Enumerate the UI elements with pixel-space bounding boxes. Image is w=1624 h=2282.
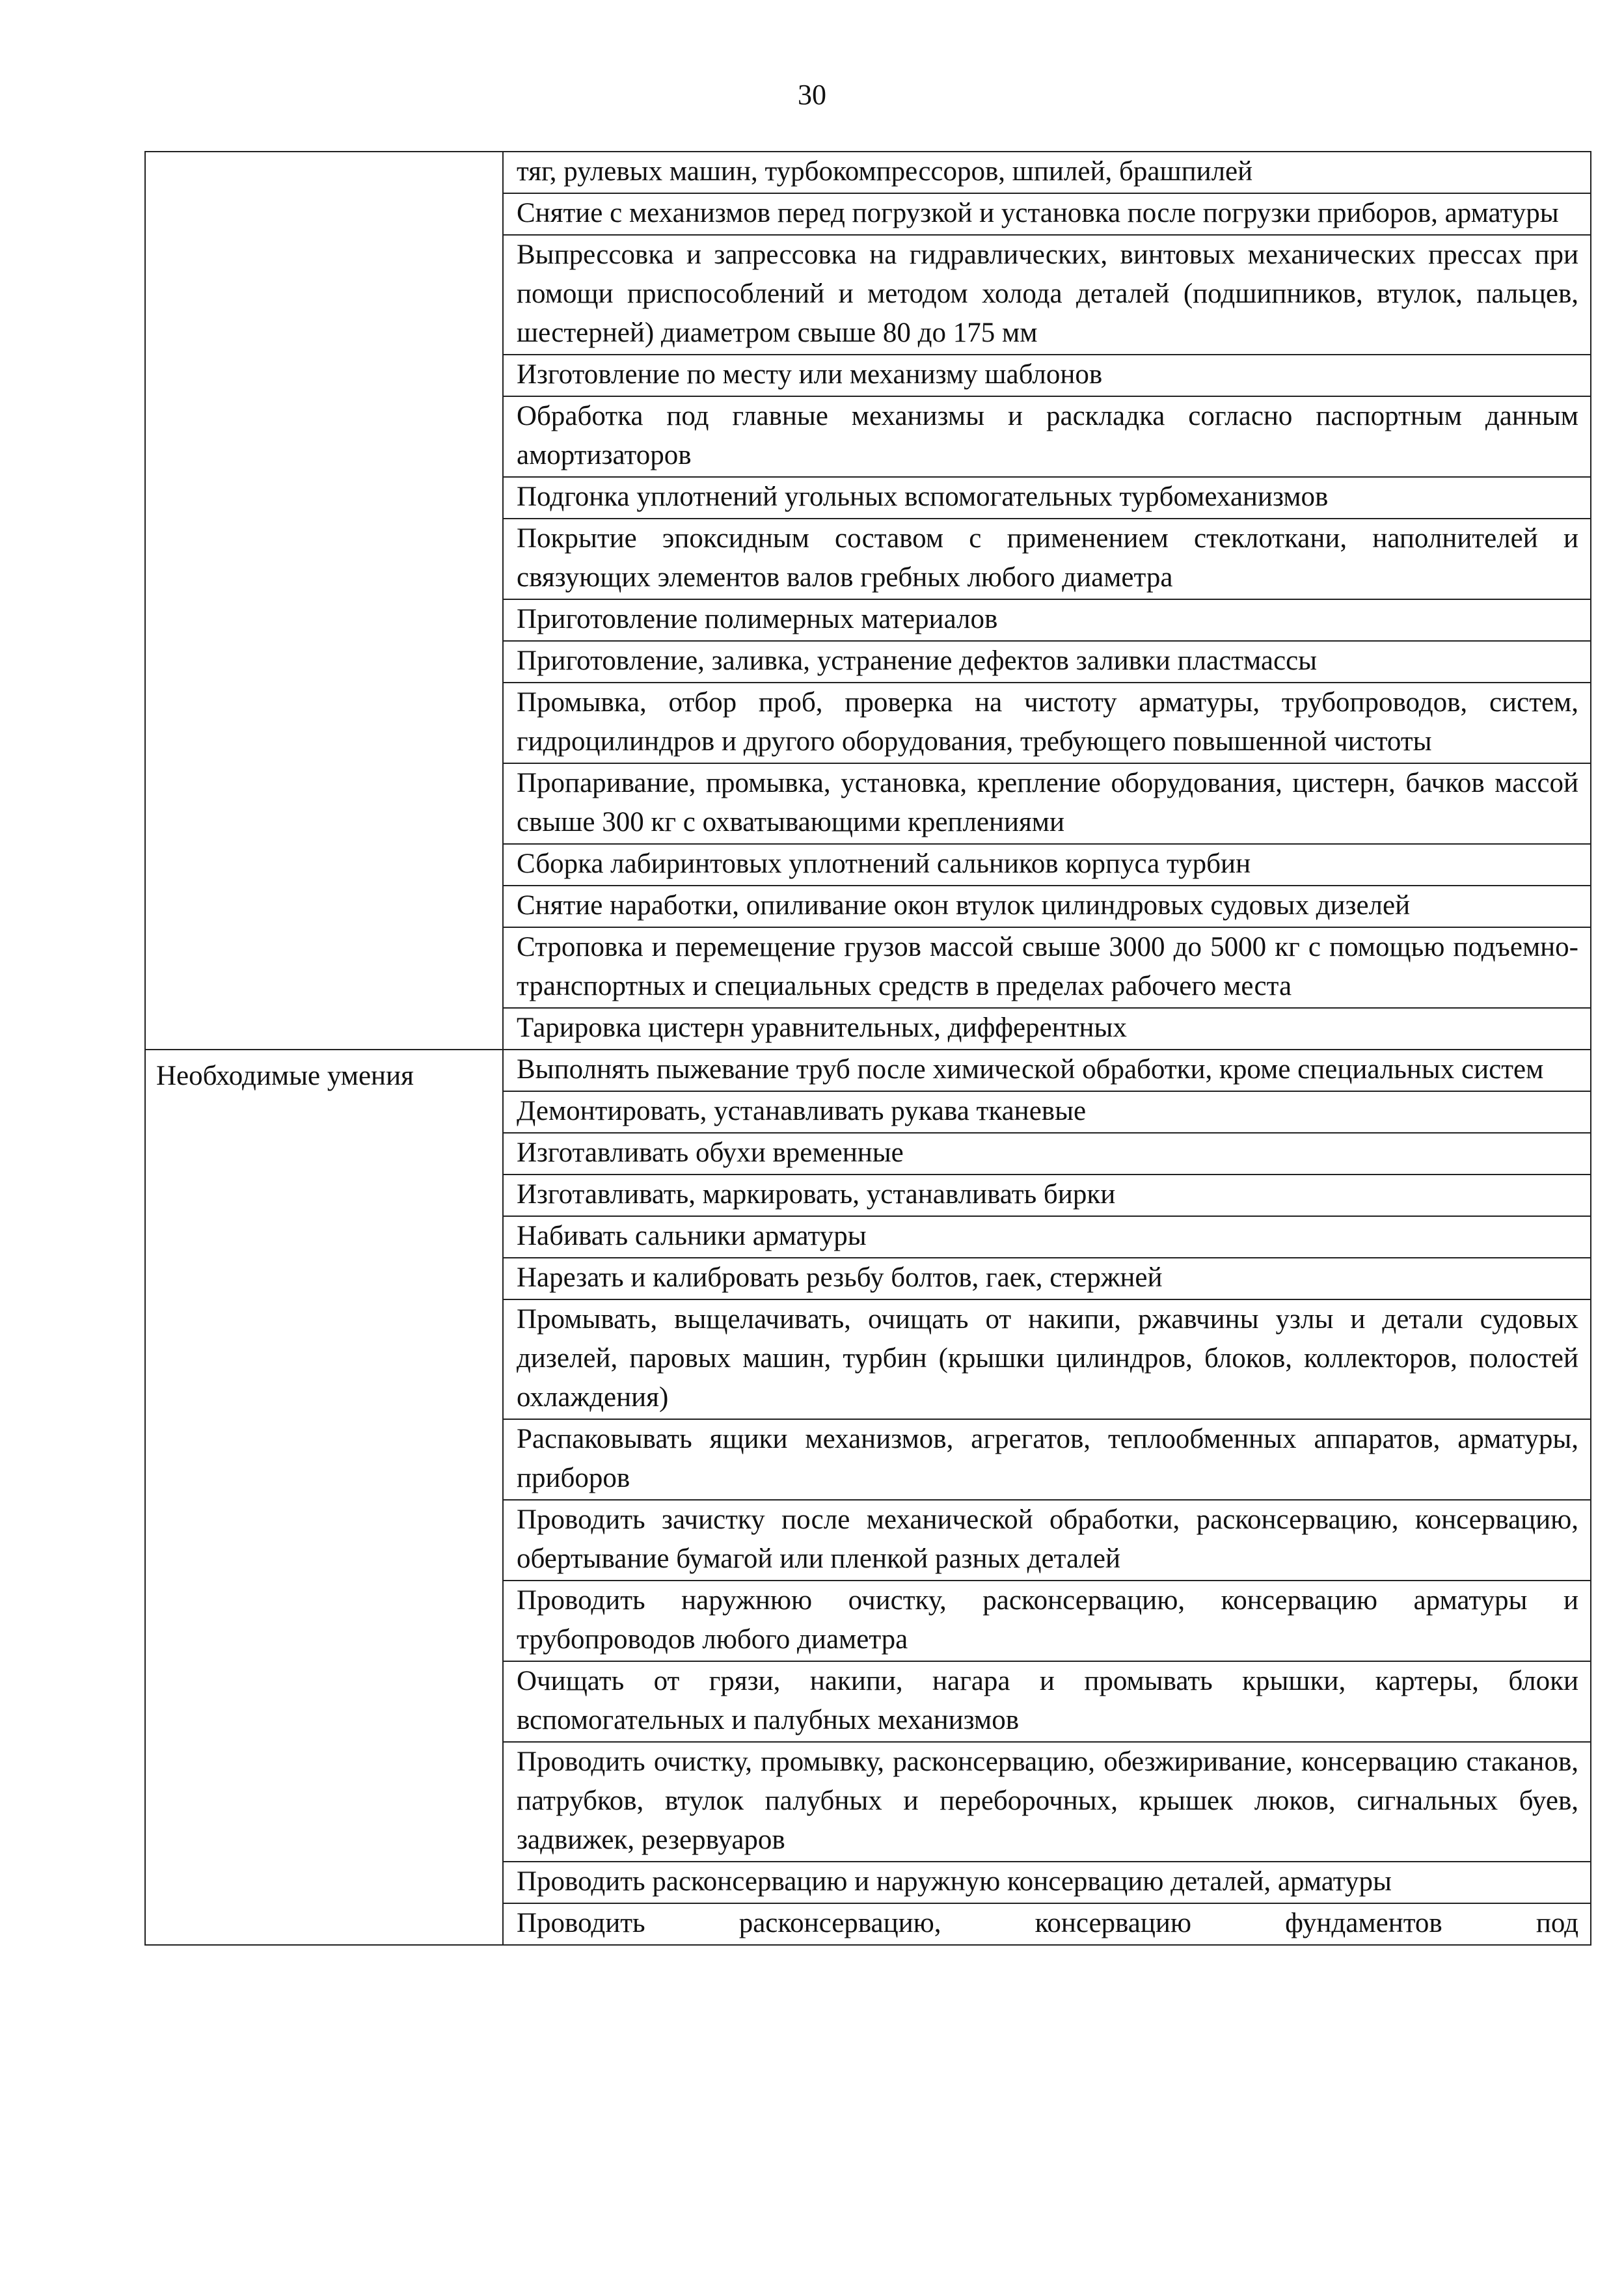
list-item: Проводить очистку, промывку, расконсервацию, обезжиривание, консервацию стаканов, патрубков, втулок палубных и переборочных, крышек люков, сигнальных буев, задвижек, резервуаров <box>503 1742 1591 1862</box>
table-row <box>145 1050 1591 1091</box>
list-item: Приготовление, заливка, устранение дефектов заливки пластмассы <box>503 641 1591 683</box>
list-item: Снятие с механизмов перед погрузкой и установка после погрузки приборов, арматуры <box>503 193 1591 235</box>
page-number: 30 <box>798 79 826 111</box>
list-item: Подгонка уплотнений угольных вспомогательных турбомеханизмов <box>503 477 1591 519</box>
list-item: Строповка и перемещение грузов массой свыше 3000 до 5000 кг с помощью подъемно-транспортных и специальных средств в пределах рабочего места <box>503 927 1591 1008</box>
list-item: Проводить наружнюю очистку, расконсервацию, консервацию арматуры и трубопроводов любого диаметра <box>503 1581 1591 1661</box>
list-item: Снятие наработки, опиливание окон втулок цилиндровых судовых дизелей <box>503 886 1591 927</box>
list-item: тяг, рулевых машин, турбокомпрессоров, шпилей, брашпилей <box>503 152 1591 193</box>
qualification-table <box>144 151 1591 1946</box>
list-item: Распаковывать ящики механизмов, агрегатов, теплообменных аппаратов, арматуры, приборов <box>503 1419 1591 1500</box>
list-item: Нарезать и калибровать резьбу болтов, гаек, стержней <box>503 1258 1591 1299</box>
list-item: Проводить расконсервацию, консервацию фундаментов под <box>503 1903 1591 1945</box>
list-item: Выпрессовка и запрессовка на гидравлических, винтовых механических прессах при помощи приспособлений и методом холода деталей (подшипников, втулок, пальцев, шестерней) диаметром свыше 80 до 175 мм <box>503 235 1591 355</box>
list-item: Проводить расконсервацию и наружную консервацию деталей, арматуры <box>503 1862 1591 1903</box>
list-item: Промывать, выщелачивать, очищать от накипи, ржавчины узлы и детали судовых дизелей, паровых машин, турбин (крышки цилиндров, блоков, коллекторов, полостей охлаждения) <box>503 1299 1591 1419</box>
list-item: Промывка, отбор проб, проверка на чистоту арматуры, трубопроводов, систем, гидроцилиндров и другого оборудования, требующего повышенной чистоты <box>503 683 1591 763</box>
list-item: Сборка лабиринтовых уплотнений сальников корпуса турбин <box>503 844 1591 886</box>
list-item: Обработка под главные механизмы и раскладка согласно паспортным данным амортизаторов <box>503 396 1591 477</box>
list-item: Изготавливать, маркировать, устанавливать бирки <box>503 1175 1591 1216</box>
list-item: Изготовление по месту или механизму шаблонов <box>503 355 1591 396</box>
section-label-empty <box>145 152 503 1050</box>
list-item: Изготавливать обухи временные <box>503 1133 1591 1175</box>
list-item: Набивать сальники арматуры <box>503 1216 1591 1258</box>
list-item: Тарировка цистерн уравнительных, дифферентных <box>503 1008 1591 1050</box>
list-item: Приготовление полимерных материалов <box>503 599 1591 641</box>
table-row <box>145 152 1591 193</box>
list-item: Выполнять пыжевание труб после химической обработки, кроме специальных систем <box>503 1050 1591 1091</box>
list-item: Очищать от грязи, накипи, нагара и промывать крышки, картеры, блоки вспомогательных и палубных механизмов <box>503 1661 1591 1742</box>
list-item: Демонтировать, устанавливать рукава тканевые <box>503 1091 1591 1133</box>
list-item: Проводить зачистку после механической обработки, расконсервацию, консервацию, обертывание бумагой или пленкой разных деталей <box>503 1500 1591 1581</box>
list-item: Пропаривание, промывка, установка, крепление оборудования, цистерн, бачков массой свыше 300 кг с охватывающими креплениями <box>503 763 1591 844</box>
section-label-skills: Необходимые умения <box>145 1050 503 1945</box>
list-item: Покрытие эпоксидным составом с применением стеклоткани, наполнителей и связующих элементов валов гребных любого диаметра <box>503 519 1591 599</box>
